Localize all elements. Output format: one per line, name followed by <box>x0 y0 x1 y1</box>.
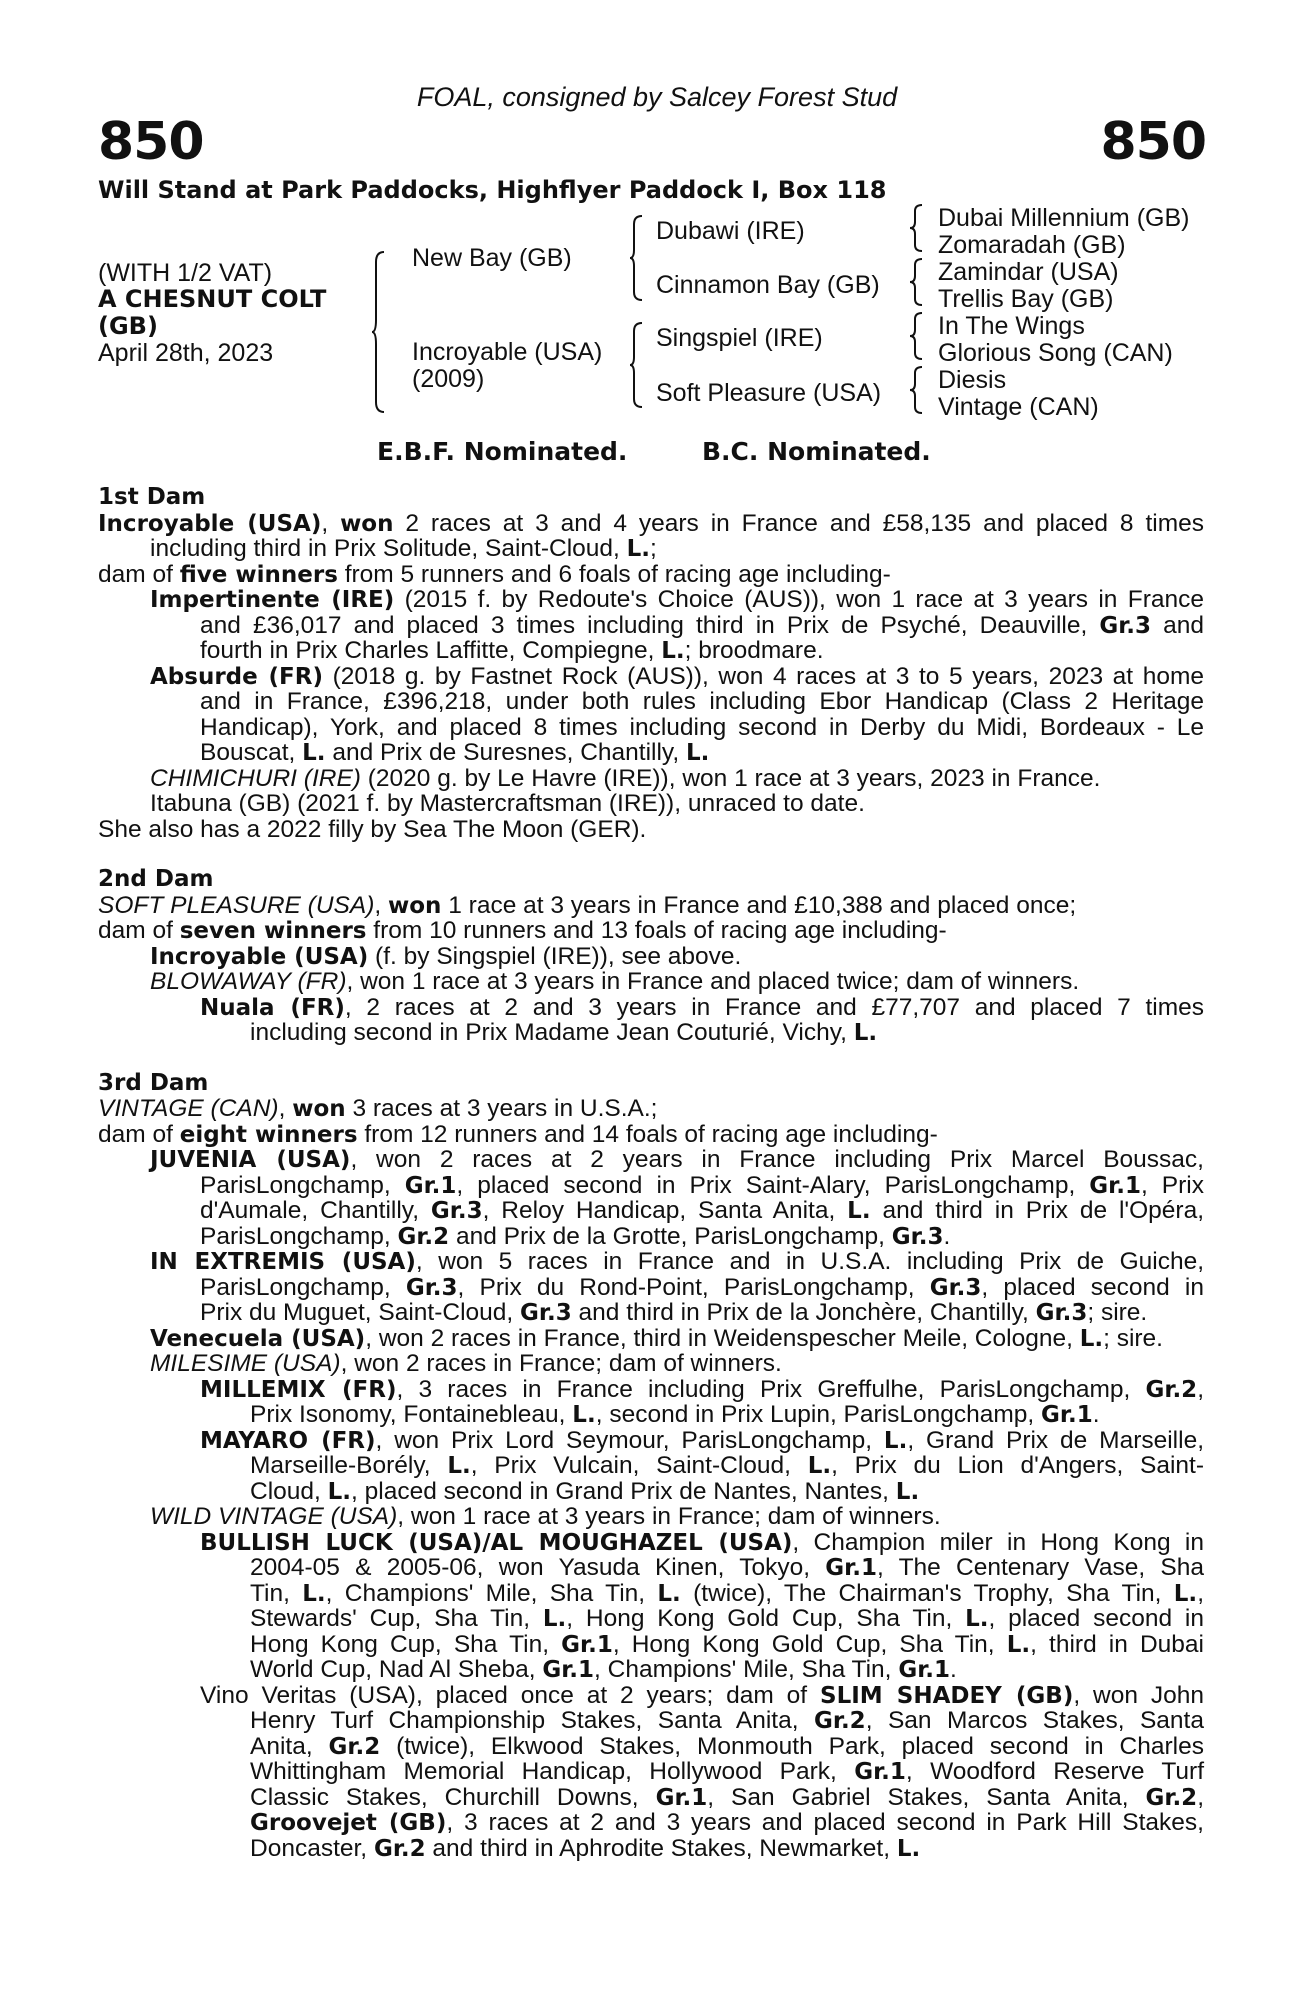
text-run: Prix du Muguet, Saint-Cloud, <box>200 1299 521 1326</box>
text-line <box>250 1836 1204 1862</box>
produce-bullish-luck <box>98 1530 1204 1683</box>
text-run: fourth in Prix Charles Laffitte, Compiegne, <box>200 637 662 664</box>
sire-dam: Cinnamon Bay (GB) <box>656 271 880 299</box>
text-run: , Reloy Handicap, Santa Anita, <box>482 1197 848 1224</box>
produce-incroyable <box>98 944 1204 970</box>
text-run: , won 5 races in France and in U.S.A. including Prix de Guiche, <box>415 1248 1204 1275</box>
text-run: and Prix de la Grotte, ParisLongchamp, <box>449 1222 892 1250</box>
produce-nuala <box>98 995 1204 1046</box>
text-run: Gr.2 <box>1145 1376 1198 1403</box>
text-run: , won John <box>1073 1681 1205 1709</box>
second-dam-produce-summary <box>98 918 1204 944</box>
text-line <box>150 664 1204 690</box>
stand-location: Will Stand at Park Paddocks, Highflyer Paddock I, Box 118 <box>98 176 887 204</box>
text-run: won <box>292 1096 346 1122</box>
produce-blowaway <box>98 969 1204 995</box>
text-run: and third in Prix de l'Opéra, <box>870 1197 1205 1224</box>
catalogue-body <box>98 485 1204 1861</box>
text-run: 3 races at 3 years in U.S.A.; <box>345 1095 658 1122</box>
text-run: ParisLongchamp, <box>200 1273 406 1301</box>
text-run: L. <box>847 1198 871 1224</box>
text-run: Gr.1 <box>1041 1402 1093 1428</box>
text-run: and £36,017 and placed 3 times including third in Prix de Psyché, Deauville, <box>200 611 1100 639</box>
produce-absurde <box>98 664 1204 766</box>
text-run: won <box>340 510 394 537</box>
produce-vino-veritas <box>98 1683 1204 1862</box>
text-run: Venecuela (USA) <box>150 1325 366 1352</box>
text-line <box>200 995 1204 1021</box>
text-run: , Woodford Reserve Turf <box>905 1758 1205 1785</box>
ggp-group-3 <box>938 313 1173 367</box>
ggp-4: Trellis Bay (GB) <box>938 285 1114 313</box>
text-run: . <box>1092 1401 1100 1428</box>
text-run: Nuala (FR) <box>200 994 345 1021</box>
text-run: Gr.2 <box>814 1708 866 1734</box>
dam-parents-bracket <box>630 323 644 407</box>
text-run: , won Prix Lord Seymour, ParisLongchamp, <box>375 1426 884 1454</box>
sire-name: New Bay (GB) <box>412 244 572 272</box>
text-line <box>200 1428 1204 1454</box>
dam-year: (2009) <box>412 365 485 393</box>
text-run: Gr.3 <box>520 1300 572 1326</box>
text-line <box>250 1581 1204 1607</box>
text-line <box>200 1377 1204 1403</box>
text-line <box>150 1249 1204 1275</box>
text-run: Gr.3 <box>929 1274 982 1301</box>
gp-bracket-4 <box>910 367 924 413</box>
produce-note: She also has a 2022 filly by Sea The Moon (GER). <box>98 815 647 843</box>
text-run: Stewards' Cup, Sha Tin, <box>250 1605 543 1632</box>
gp-bracket-1 <box>910 205 924 251</box>
text-line <box>200 1173 1204 1199</box>
text-run: Gr.1 <box>542 1657 595 1683</box>
produce-wild-vintage <box>98 1504 1204 1530</box>
text-run: from 5 runners and 6 foals of racing age including- <box>337 560 891 588</box>
text-line <box>150 1147 1204 1173</box>
text-run: , Grand Prix de Marseille, <box>907 1426 1204 1454</box>
text-run: L. <box>1006 1631 1031 1658</box>
text-run: seven winners <box>179 918 367 944</box>
third-dam-produce-summary <box>98 1122 1204 1148</box>
text-line <box>200 1198 1204 1224</box>
text-run: , Prix du Lion d'Angers, Saint- <box>831 1452 1204 1479</box>
text-run: five winners <box>179 561 338 588</box>
text-line <box>200 715 1204 741</box>
text-run: and in France, £396,218, under both rules including Ebor Handicap (Class 2 Heritage <box>200 688 1204 715</box>
produce-chimichuri <box>98 766 1204 792</box>
text-run: dam of <box>98 1120 180 1148</box>
text-run: L. <box>853 1020 878 1046</box>
text-run: JUVENIA (USA) <box>150 1147 351 1173</box>
text-run: Incroyable (USA) <box>98 510 322 537</box>
text-run: Gr.3 <box>891 1223 944 1250</box>
text-line <box>250 1632 1204 1658</box>
text-line <box>200 1530 1204 1556</box>
text-run: Gr.1 <box>1089 1172 1141 1199</box>
text-run: d'Aumale, Chantilly, <box>200 1197 431 1224</box>
text-run: , San Gabriel Stakes, Santa Anita, <box>707 1783 1146 1811</box>
text-line <box>250 1402 1204 1428</box>
text-run: L. <box>1079 1325 1104 1352</box>
text-run: , Champions' Mile, Sha Tin, <box>594 1656 899 1683</box>
text-run: Tin, <box>250 1579 303 1607</box>
text-line <box>250 1657 1204 1683</box>
text-run: dam of <box>98 917 180 944</box>
first-dam-line <box>98 511 1204 537</box>
lot-number-left: 850 <box>98 112 204 172</box>
text-run: (twice), The Chairman's Trophy, Sha Tin, <box>680 1579 1174 1607</box>
text-run: Gr.1 <box>854 1759 906 1785</box>
text-line <box>200 613 1204 639</box>
text-run: ; sire. <box>1103 1324 1163 1352</box>
text-run: ; broodmare. <box>684 637 824 664</box>
produce-impertinente <box>98 587 1204 664</box>
text-run: L. <box>685 740 710 766</box>
text-run: 2004-05 & 2005-06, won Yasuda Kinen, Tokyo, <box>250 1554 826 1581</box>
text-run: , 2 races at 2 and 3 years in France and £77,707 and placed 7 times <box>344 993 1204 1021</box>
text-run: won <box>387 892 442 919</box>
text-run: VINTAGE (CAN) <box>98 1095 279 1122</box>
ggp-5: In The Wings <box>938 312 1085 340</box>
text-run: , second in Prix Lupin, ParisLongchamp, <box>595 1401 1042 1428</box>
text-run: and <box>1151 611 1205 639</box>
ggp-6: Glorious Song (CAN) <box>938 339 1173 367</box>
ggp-group-1 <box>938 205 1189 259</box>
text-run: (2020 g. by Le Havre (IRE)), won 1 race at 3 years, 2023 in France. <box>360 764 1101 792</box>
text-run: Gr.3 <box>1035 1300 1088 1326</box>
text-line <box>250 1785 1204 1811</box>
text-run: , won 2 races in France; dam of winners. <box>340 1350 782 1377</box>
text-line <box>250 1453 1204 1479</box>
ggp-3: Zamindar (USA) <box>938 258 1119 286</box>
text-run: L. <box>302 1580 326 1607</box>
text-run: Gr.2 <box>328 1733 381 1760</box>
text-run: ; sire. <box>1087 1299 1148 1326</box>
first-dam-produce-summary <box>98 562 1204 588</box>
text-run: , Champion miler in Hong Kong in <box>792 1528 1204 1556</box>
text-run: Whittingham Memorial Handicap, Hollywood Park, <box>250 1758 855 1785</box>
text-run: Bouscat, <box>200 739 303 766</box>
produce-mayaro <box>98 1428 1204 1505</box>
text-run: Hong Kong Cup, Sha Tin, <box>250 1630 562 1658</box>
vat-note: (WITH 1/2 VAT) <box>98 259 273 287</box>
text-run: MILLEMIX (FR) <box>200 1376 397 1403</box>
text-run: , 3 races at 2 and 3 years and placed second in Park Hill Stakes, <box>446 1809 1204 1836</box>
second-dam-line <box>98 893 1204 919</box>
text-run: L. <box>447 1453 471 1479</box>
text-run: . <box>943 1222 951 1250</box>
text-run: including second in Prix Madame Jean Couturié, Vichy, <box>250 1019 854 1046</box>
bc-nomination: B.C. Nominated. <box>702 437 931 466</box>
text-run: Gr.1 <box>655 1784 708 1811</box>
text-run: Gr.2 <box>373 1835 426 1862</box>
text-line <box>250 1020 1204 1046</box>
text-run: ; <box>650 535 657 562</box>
text-run: , <box>1197 1579 1204 1607</box>
text-run: L. <box>807 1453 832 1479</box>
ggp-group-2 <box>938 259 1119 313</box>
text-run: (twice), Elkwood Stakes, Monmouth Park, placed second in Charles <box>380 1732 1204 1760</box>
text-line <box>250 1479 1204 1505</box>
text-line <box>200 1275 1204 1301</box>
produce-venecuela <box>98 1326 1204 1352</box>
text-run: , Prix <box>1140 1171 1204 1199</box>
text-run: Marseille-Borély, <box>250 1452 448 1479</box>
produce-itabuna: Itabuna (GB) (2021 f. by Mastercraftsman (IRE)), unraced to date. <box>150 790 865 817</box>
text-run: Gr.3 <box>405 1274 458 1301</box>
ggp-group-4 <box>938 367 1099 421</box>
text-run: ParisLongchamp, <box>200 1171 405 1199</box>
text-run: , third in Dubai <box>1030 1630 1204 1658</box>
text-run: , <box>321 509 341 537</box>
produce-millemix <box>98 1377 1204 1428</box>
text-run: , The Centenary Vase, Sha <box>876 1554 1204 1581</box>
text-run: , Hong Kong Gold Cup, Sha Tin, <box>566 1605 966 1632</box>
dam-name-line1: Incroyable (USA) <box>412 338 603 366</box>
third-dam-heading: 3rd Dam <box>98 1069 209 1096</box>
dam-sire: Singspiel (IRE) <box>656 324 823 352</box>
text-run: , won 2 races at 2 years in France including Prix Marcel Boussac, <box>350 1146 1204 1173</box>
text-run: Gr.3 <box>1099 612 1152 639</box>
text-run: CHIMICHURI (IRE) <box>150 764 361 792</box>
text-run: SLIM SHADEY (GB) <box>820 1682 1074 1709</box>
produce-juvenia <box>98 1147 1204 1249</box>
text-line <box>250 1734 1204 1760</box>
text-run: Henry Turf Championship Stakes, Santa Anita, <box>250 1707 814 1734</box>
text-run: L. <box>896 1835 921 1862</box>
text-run: and third in Prix de la Jonchère, Chantilly, <box>571 1299 1036 1326</box>
ebf-nomination: E.B.F. Nominated. <box>377 437 628 466</box>
text-run: , Champions' Mile, Sha Tin, <box>325 1579 658 1607</box>
text-run: , won 1 race at 3 years in France; dam of winners. <box>397 1503 941 1530</box>
text-run: (2015 f. by Redoute's Choice (AUS)), won 1 race at 3 years in France <box>394 586 1204 613</box>
text-run: Gr.1 <box>898 1657 950 1683</box>
text-run: Vino Veritas (USA), placed once at 2 years; dam of <box>200 1681 821 1709</box>
text-run: from 12 runners and 14 foals of racing age including- <box>357 1120 938 1148</box>
text-run: Gr.1 <box>561 1631 613 1658</box>
text-run: , placed second in <box>981 1273 1204 1301</box>
text-run: Incroyable (USA) <box>150 943 369 970</box>
text-run: L. <box>572 1402 596 1428</box>
horse-name-line2: (GB) <box>98 312 158 340</box>
sire-sire: Dubawi (IRE) <box>656 217 805 245</box>
horse-name <box>98 286 326 340</box>
text-run: from 10 runners and 13 foals of racing age including- <box>366 917 947 944</box>
first-dam-heading: 1st Dam <box>98 484 206 510</box>
text-run: 2 races at 3 and 4 years in France and £58,135 and placed 8 times <box>393 509 1204 537</box>
text-run: BULLISH LUCK (USA)/AL MOUGHAZEL (USA) <box>200 1529 793 1556</box>
text-run: Groovejet (GB) <box>250 1810 447 1836</box>
text-run: SOFT PLEASURE (USA) <box>98 891 375 919</box>
text-run: L. <box>657 1580 681 1607</box>
text-run: Handicap), York, and placed 8 times including second in Derby du Midi, Bordeaux - Le <box>200 713 1204 741</box>
text-run: 1 race at 3 years in France and £10,388 and placed once; <box>441 891 1077 919</box>
text-run: L. <box>1173 1580 1198 1607</box>
text-run: , placed second in Prix Saint-Alary, ParisLongchamp, <box>456 1171 1090 1199</box>
text-run: , <box>278 1095 293 1122</box>
text-run: Gr.1 <box>404 1172 457 1199</box>
sire-parents-bracket <box>630 216 644 300</box>
first-dam-line <box>98 536 1204 562</box>
consignor-line: FOAL, consigned by Salcey Forest Stud <box>416 82 898 112</box>
text-run: , won 1 race at 3 years in France and placed twice; dam of winners. <box>346 968 1080 995</box>
text-run: L. <box>542 1606 567 1632</box>
text-run: , <box>1197 1375 1204 1403</box>
text-run: Anita, <box>250 1732 329 1760</box>
text-run: Cloud, <box>250 1477 328 1505</box>
ggp-1: Dubai Millennium (GB) <box>938 204 1190 232</box>
text-run: Gr.1 <box>825 1555 877 1581</box>
text-line <box>200 1300 1204 1326</box>
text-line <box>250 1708 1204 1734</box>
text-run: , won 2 races in France, third in Weidenspescher Meile, Cologne, <box>365 1324 1080 1352</box>
text-run: and third in Aphrodite Stakes, Newmarket, <box>425 1834 897 1862</box>
dam-name <box>412 339 602 393</box>
text-run: World Cup, Nad Al Sheba, <box>250 1656 543 1683</box>
text-line <box>200 740 1204 766</box>
text-line <box>250 1555 1204 1581</box>
text-run: , 3 races in France including Prix Greffulhe, ParisLongchamp, <box>396 1375 1146 1403</box>
lot-number-right: 850 <box>1100 112 1206 172</box>
text-run: , Prix Vulcain, Saint-Cloud, <box>470 1452 808 1479</box>
text-run: Impertinente (IRE) <box>150 587 395 613</box>
text-run: WILD VINTAGE (USA) <box>150 1503 398 1530</box>
text-run: Prix Isonomy, Fontainebleau, <box>250 1401 573 1428</box>
sire-dam-bracket <box>372 252 386 412</box>
ggp-2: Zomaradah (GB) <box>938 231 1126 259</box>
text-line <box>250 1759 1204 1785</box>
text-run: L. <box>895 1478 920 1505</box>
gp-bracket-3 <box>910 313 924 359</box>
text-run: L. <box>965 1606 989 1632</box>
text-run: , placed second in <box>988 1605 1204 1632</box>
text-line <box>150 587 1204 613</box>
gp-bracket-2 <box>910 259 924 305</box>
text-run: Absurde (FR) <box>150 663 323 690</box>
produce-milesime <box>98 1351 1204 1377</box>
text-run: , <box>1197 1783 1204 1811</box>
text-run: MILESIME (USA) <box>150 1350 341 1377</box>
ggp-7: Diesis <box>938 366 1007 394</box>
text-line <box>200 1224 1204 1250</box>
text-run: L. <box>302 740 326 766</box>
text-run: Gr.3 <box>430 1198 483 1224</box>
text-run: MAYARO (FR) <box>200 1427 376 1454</box>
text-run: L. <box>883 1427 908 1454</box>
text-line <box>200 638 1204 664</box>
text-run: , <box>374 891 388 919</box>
text-run: L. <box>327 1478 352 1505</box>
produce-groovejet <box>250 1810 1204 1836</box>
text-run: Classic Stakes, Churchill Downs, <box>250 1783 656 1811</box>
text-run: . <box>950 1656 957 1683</box>
text-run: Gr.2 <box>1145 1784 1198 1811</box>
horse-name-line1: A CHESNUT COLT <box>98 285 327 313</box>
text-run: , Prix du Rond-Point, ParisLongchamp, <box>457 1273 930 1301</box>
text-run: , San Marcos Stakes, Santa <box>865 1707 1204 1734</box>
text-run: ParisLongchamp, <box>200 1222 398 1250</box>
text-run: (2018 g. by Fastnet Rock (AUS)), won 4 races at 3 to 5 years, 2023 at home <box>323 662 1204 690</box>
text-line <box>200 689 1204 715</box>
ggp-8: Vintage (CAN) <box>938 393 1099 421</box>
text-run: Doncaster, <box>250 1834 374 1862</box>
text-run: dam of <box>98 560 180 588</box>
text-run: Gr.2 <box>397 1223 450 1250</box>
third-dam-line <box>98 1096 1204 1122</box>
produce-in-extremis <box>98 1249 1204 1326</box>
foaling-date: April 28th, 2023 <box>98 339 274 367</box>
text-run: eight winners <box>179 1121 358 1148</box>
second-dam-heading: 2nd Dam <box>98 866 214 892</box>
text-run: BLOWAWAY (FR) <box>150 968 347 995</box>
text-run: L. <box>626 536 651 562</box>
dam-dam: Soft Pleasure (USA) <box>656 379 882 407</box>
text-run: (f. by Singspiel (IRE)), see above. <box>368 942 742 970</box>
text-run: including third in Prix Solitude, Saint-Cloud, <box>150 535 627 562</box>
text-run: , Hong Kong Gold Cup, Sha Tin, <box>612 1630 1007 1658</box>
text-line <box>250 1606 1204 1632</box>
text-run: , placed second in Grand Prix de Nantes, Nantes, <box>351 1477 896 1505</box>
text-line <box>200 1683 1204 1709</box>
text-run: and Prix de Suresnes, Chantilly, <box>325 739 686 766</box>
text-run: L. <box>661 638 685 664</box>
text-run: IN EXTREMIS (USA) <box>150 1249 416 1275</box>
